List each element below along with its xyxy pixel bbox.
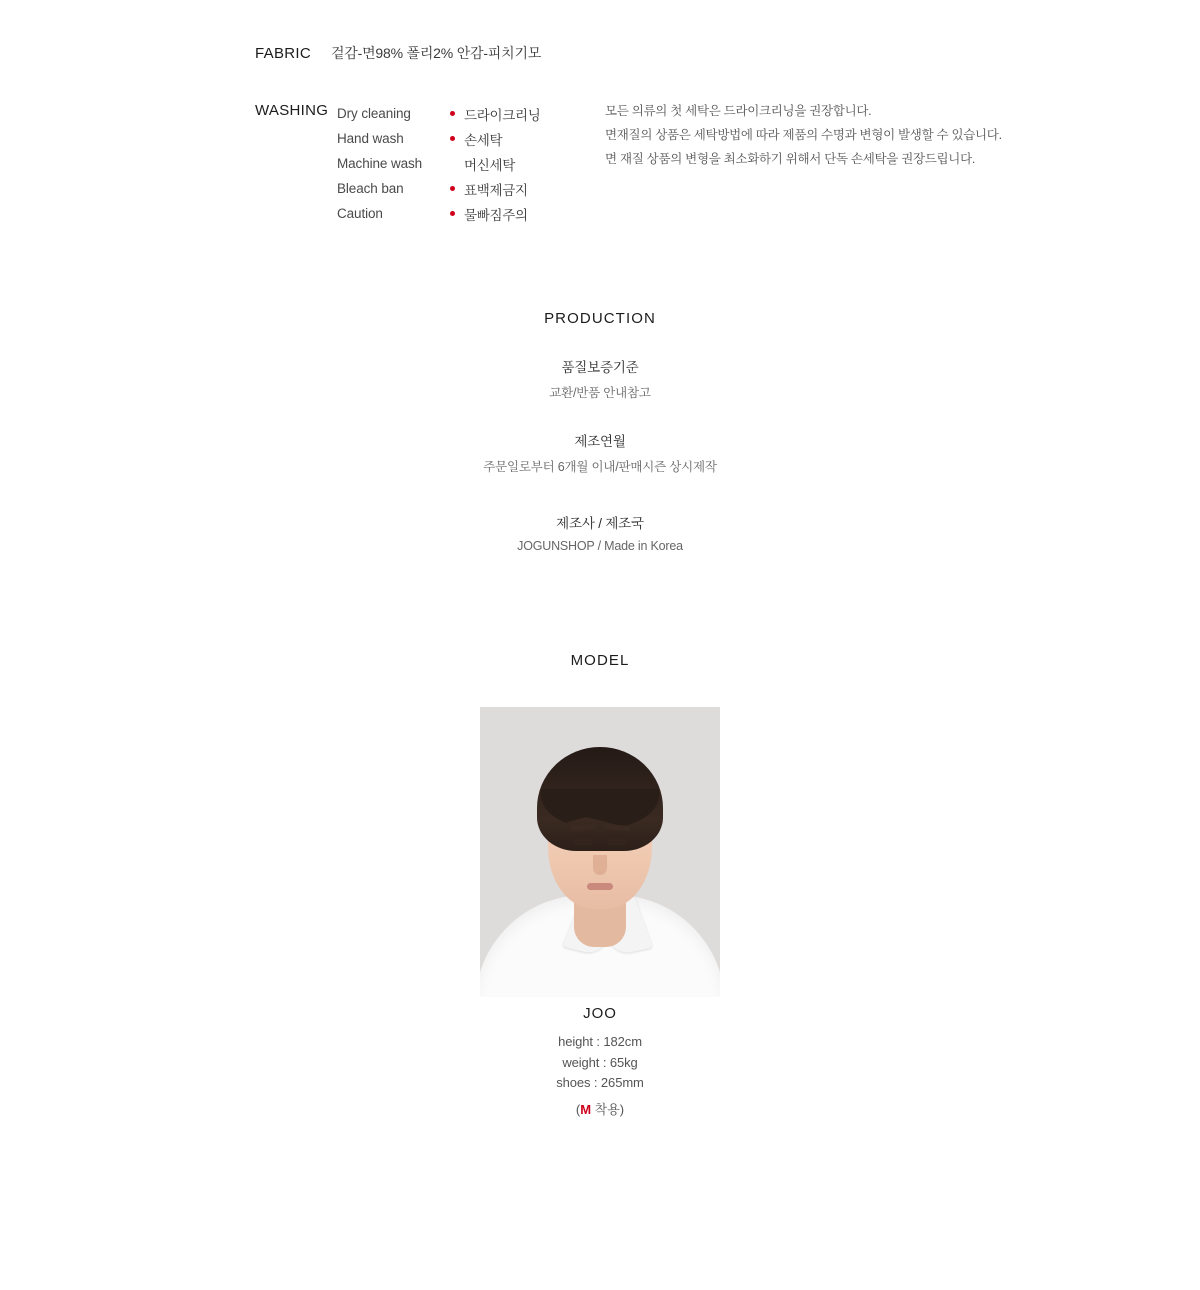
washing-item-en: Dry cleaning	[337, 106, 411, 121]
model-mouth	[587, 883, 613, 890]
model-info	[0, 1005, 1200, 1118]
washing-item	[337, 151, 540, 176]
production-group	[0, 512, 1200, 553]
model-eye-right	[607, 838, 627, 845]
washing-item	[337, 126, 540, 151]
washing-item-en: Machine wash	[337, 156, 423, 171]
model-name: JOO	[583, 1005, 617, 1022]
fabric-section	[255, 43, 541, 63]
production-group	[0, 430, 1200, 475]
washing-item-en: Caution	[337, 206, 383, 221]
production-group-title: 품질보증기준	[561, 360, 639, 375]
washing-note: 면재질의 상품은 세탁방법에 따라 제품의 수명과 변형이 발생할 수 있습니다.	[605, 128, 1002, 142]
wear-size-value: M	[580, 1101, 592, 1117]
model-heading: MODEL	[570, 652, 630, 669]
washing-item-en: Hand wash	[337, 131, 404, 146]
washing-marker	[450, 161, 462, 166]
production-group-sub: 교환/반품 안내참고	[549, 386, 651, 400]
model-height: height : 182cm	[558, 1034, 642, 1049]
washing-notes	[605, 102, 1002, 174]
washing-item-ko: 손세탁	[464, 132, 503, 148]
washing-marker	[450, 211, 462, 216]
production-group-sub: JOGUNSHOP / Made in Korea	[517, 539, 683, 553]
washing-note: 모든 의류의 첫 세탁은 드라이크리닝을 권장합니다.	[605, 104, 872, 118]
production-group-title: 제조사 / 제조국	[556, 516, 644, 531]
washing-item-en: Bleach ban	[337, 181, 404, 196]
washing-item-ko: 표백제금지	[464, 182, 528, 198]
model-eye-left	[573, 838, 593, 845]
washing-list	[337, 101, 540, 226]
washing-marker	[450, 186, 462, 191]
production-group-title: 제조연월	[574, 434, 626, 449]
production-group-sub: 주문일로부터 6개월 이내/판매시즌 상시제작	[483, 460, 717, 474]
washing-item	[337, 101, 540, 126]
production-group	[0, 356, 1200, 401]
fabric-value: 겉감-면98% 폴리2% 안감-피치기모	[330, 45, 542, 61]
washing-marker	[450, 111, 462, 116]
washing-label: WASHING	[255, 102, 329, 119]
washing-note: 면 재질 상품의 변형을 최소화하기 위해서 단독 손세탁을 권장드립니다.	[605, 152, 976, 166]
production-heading: PRODUCTION	[544, 310, 656, 327]
washing-item-ko: 물빠짐주의	[464, 207, 528, 223]
model-wear-size	[0, 1099, 1200, 1118]
model-weight: weight : 65kg	[562, 1054, 638, 1070]
washing-item	[337, 176, 540, 201]
wear-suffix: 착용)	[591, 1101, 625, 1117]
washing-item-ko: 머신세탁	[464, 157, 515, 173]
wear-prefix: (	[575, 1101, 581, 1117]
model-specs	[0, 1032, 1200, 1094]
fabric-label: FABRIC	[255, 45, 311, 62]
washing-item-ko: 드라이크리닝	[464, 107, 541, 123]
washing-item	[337, 201, 540, 226]
model-nose	[593, 855, 607, 875]
model-photo	[480, 707, 720, 997]
model-shoes: shoes : 265mm	[556, 1075, 644, 1090]
washing-marker	[450, 136, 462, 141]
washing-section	[255, 101, 540, 226]
